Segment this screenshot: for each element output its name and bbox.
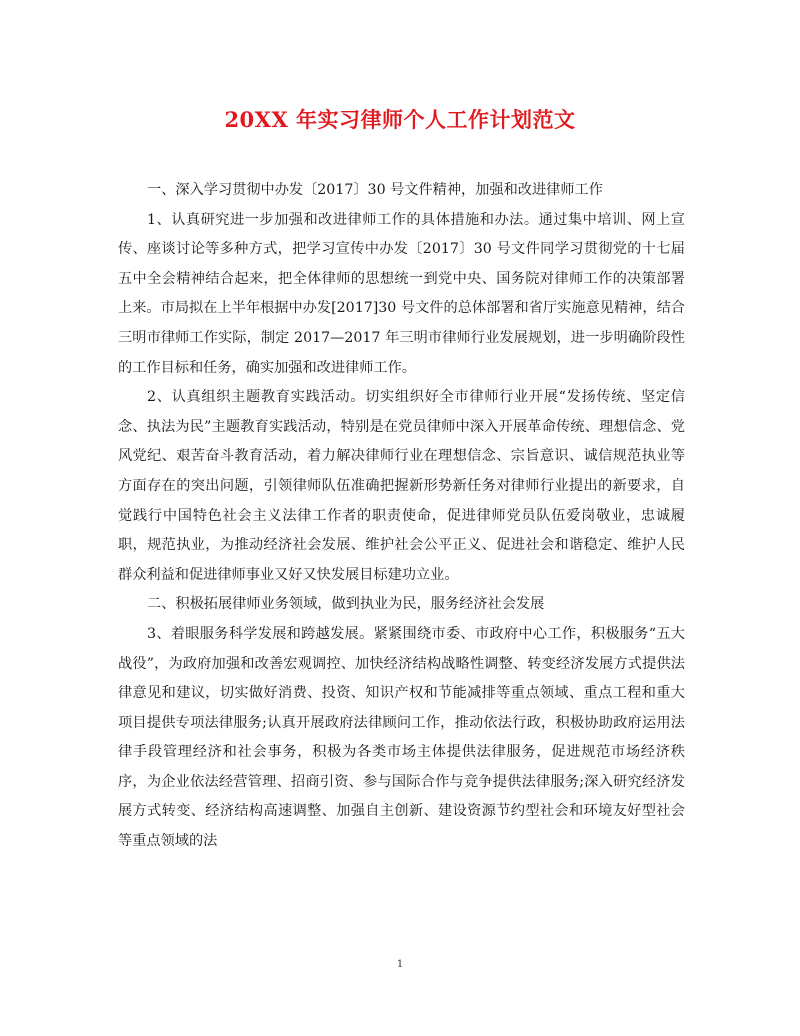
page-number: 1: [396, 959, 404, 970]
paragraph-1: 1、认真研究进一步加强和改进律师工作的具体措施和办法。通过集中培训、网上宣传、座谈讨论等多种方式，把学习宣传中办发〔2017〕30 号文件同学习贯彻党的十七届五中全会精神结合起来，把全体律师的思想统一到党中央、国务院对律师工作的决策部署上来。市局拟在上半年根据中办发[2017]30 号文件的总体部署和省厅实施意见精神，结合三明市律师工作实际，制定 2017—2017 年三明市律师行业发展规划，进一步明确阶段性的工作目标和任务，确实加强和改进律师工作。: [118, 211, 685, 376]
paragraph-2: 2、认真组织主题教育实践活动。切实组织好全市律师行业开展“发扬传统、坚定信念、执法为民”主题教育实践活动，特别是在党员律师中深入开展革命传统、理想信念、党风党纪、艰苦奋斗教育活动，着力解决律师行业在理想信念、宗旨意识、诚信规范执业等方面存在的突出问题，引领律师队伍准确把握新形势新任务对律师行业提出的新要求，自觉践行中国特色社会主义法律工作者的职责使命，促进律师党员队伍爱岗敬业，忠诚履职，规范执业，为推动经济社会发展、维护社会公平正义、促进社会和谐稳定、维护人民群众利益和促进律师事业又好又快发展目标建功立业。: [118, 389, 685, 583]
document-body: [118, 176, 685, 857]
section-heading-1: 一、深入学习贯彻中办发〔2017〕30 号文件精神，加强和改进律师工作: [147, 182, 603, 198]
paragraph-3: 3、着眼服务科学发展和跨越发展。紧紧围绕市委、市政府中心工作，积极服务“五大战役”，为政府加强和改善宏观调控、加快经济结构战略性调整、转变经济发展方式提供法律意见和建议，切实做好消费、投资、知识产权和节能减排等重点领域、重点工程和重大项目提供专项法律服务;认真开展政府法律顾问工作，推动依法行政，积极协助政府运用法律手段管理经济和社会事务，积极为各类市场主体提供法律服务，促进规范市场经济秩序，为企业依法经营管理、招商引资、参与国际合作与竞争提供法律服务;深入研究经济发展方式转变、经济结构高速调整、加强自主创新、建设资源节约型社会和环境友好型社会等重点领域的法: [118, 625, 685, 850]
section-heading-2: 二、积极拓展律师业务领域，做到执业为民，服务经济社会发展: [147, 596, 545, 613]
document-title: 20XX 年实习律师个人工作计划范文: [224, 107, 576, 132]
